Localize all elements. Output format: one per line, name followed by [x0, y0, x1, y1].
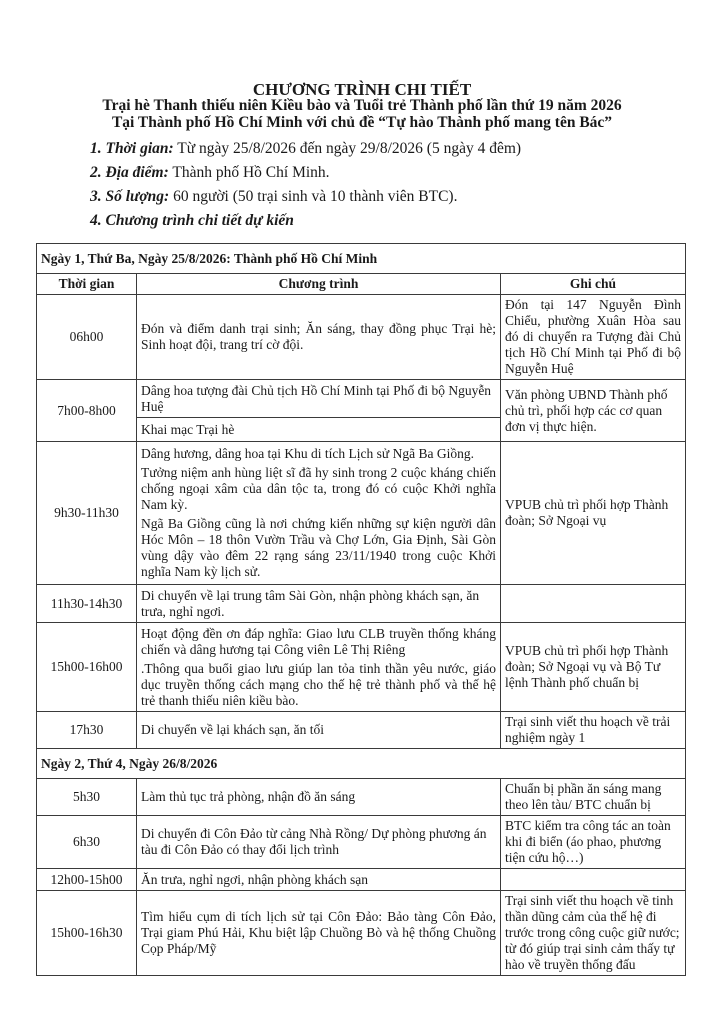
program-text: Đón và điểm danh trại sinh; Ăn sáng, thay đồng phục Trại hè; Sinh hoạt đội, trang trí cờ đội.: [141, 321, 496, 352]
row-time: 15h00-16h30: [37, 891, 137, 976]
header-program: Chương trình: [137, 274, 501, 295]
page-subtitle-camp: Trại hè Thanh thiếu niên Kiều bào và Tuổi trẻ Thành phố lần thứ 19 năm 2026: [102, 97, 622, 114]
row-time: 12h00-15h00: [37, 869, 137, 891]
row-time: 7h00-8h00: [37, 380, 137, 442]
info-time-value: Từ ngày 25/8/2026 đến ngày 29/8/2026 (5 ngày 4 đêm): [177, 140, 522, 157]
day-1-title: Ngày 1, Thứ Ba, Ngày 25/8/2026: Thành phố Hồ Chí Minh: [37, 244, 686, 274]
day-2-title-row: [37, 749, 686, 779]
page-subtitle-theme: Tại Thành phố Hồ Chí Minh với chủ đề “Tự hào Thành phố mang tên Bác”: [111, 114, 613, 131]
row-program: [137, 295, 501, 380]
header-time: Thời gian: [37, 274, 137, 295]
row-time: 06h00: [37, 295, 137, 380]
info-place: [90, 164, 330, 182]
info-program: [90, 212, 294, 230]
row-program: [137, 442, 501, 585]
table-row: [37, 442, 686, 585]
table-row: [37, 779, 686, 816]
program-text: Ăn trưa, nghỉ ngơi, nhận phòng khách sạn: [141, 871, 369, 887]
program-text: Tìm hiểu cụm di tích lịch sử tại Côn Đảo: Bảo tàng Côn Đảo, Trại giam Phú Hải, Khu biệt lập Chuồng Bò và hệ thống Chuồng Cọp Pháp/Mỹ: [141, 909, 496, 956]
program-text: Tưởng niệm anh hùng liệt sĩ đã hy sinh trong 2 cuộc kháng chiến chống ngoại xâm của dân tộc ta, trong đó có cuộc Khởi nghĩa Nam kỳ.: [141, 465, 496, 512]
header-note: Ghi chú: [501, 274, 686, 295]
program-text: Dâng hương, dâng hoa tại Khu di tích Lịch sử Ngã Ba Giồng.: [141, 446, 474, 461]
row-time: 15h00-16h00: [37, 623, 137, 712]
row-time: 11h30-14h30: [37, 585, 137, 623]
program-text: Dâng hoa tượng đài Chủ tịch Hồ Chí Minh tại Phố đi bộ Nguyễn Huệ: [141, 382, 492, 414]
row-program: [137, 869, 501, 891]
row-time: 9h30-11h30: [37, 442, 137, 585]
row-note: Trại sinh viết thu hoạch về trải nghiệm ngày 1: [501, 712, 686, 749]
table-header-row: [37, 274, 686, 295]
program-text: .Thông qua buổi giao lưu giúp lan tỏa tinh thần yêu nước, giáo dục truyền thống cách mạng cho thế hệ trẻ thành phố và thế hệ trẻ thanh thiếu niên kiều bào.: [141, 660, 496, 708]
row-note: VPUB chủ trì phối hợp Thành đoàn; Sở Ngoại vụ: [501, 442, 686, 585]
table-row: [37, 380, 686, 418]
row-note: Đón tại 147 Nguyễn Đình Chiểu, phường Xuân Hòa sau đó di chuyển ra Tượng đài Chủ tịch Hồ Chí Minh tại Phố đi bộ Nguyễn Huệ: [501, 295, 686, 380]
day-2-title: Ngày 2, Thứ 4, Ngày 26/8/2026: [37, 749, 686, 779]
table-row: [37, 869, 686, 891]
row-time: 5h30: [37, 779, 137, 816]
row-note: Văn phòng UBND Thành phố chủ trì, phối hợp các cơ quan đơn vị thực hiện.: [501, 380, 686, 442]
row-program: [137, 585, 501, 623]
row-program: [137, 380, 501, 418]
row-note: Chuẩn bị phần ăn sáng mang theo lên tàu/ BTC chuẩn bị: [501, 779, 686, 816]
row-time: 17h30: [37, 712, 137, 749]
table-row: [37, 295, 686, 380]
info-count-label: 3. Số lượng:: [90, 188, 170, 205]
schedule-table: [36, 243, 686, 976]
table-row: [37, 891, 686, 976]
table-row: [37, 623, 686, 712]
row-note: [501, 869, 686, 891]
info-count: [90, 188, 457, 206]
page-title: CHƯƠNG TRÌNH CHI TIẾT: [252, 80, 472, 99]
table-row: [37, 816, 686, 869]
row-note: Trại sinh viết thu hoạch về tinh thần dũng cảm của thế hệ đi trước trong công cuộc giữ nước; từ đó giúp trại sinh cảm thấy tự hào về truyền thống đấu: [501, 891, 686, 976]
program-text: Di chuyển đi Côn Đảo từ cảng Nhà Rồng/ Dự phòng phương án tàu đi Côn Đảo có thay đổi lịch trình: [141, 826, 487, 857]
row-program-opening: Khai mạc Trại hè: [137, 418, 501, 442]
info-count-value: 60 người (50 trại sinh và 10 thành viên BTC).: [173, 188, 458, 205]
program-text: Di chuyển về lại khách sạn, ăn tối: [141, 722, 324, 737]
row-program: [137, 712, 501, 749]
info-time: [90, 140, 521, 158]
info-program-label: 4. Chương trình chi tiết dự kiến: [90, 212, 294, 229]
program-text: Làm thủ tục trả phòng, nhận đồ ăn sáng: [141, 789, 356, 804]
table-row: [37, 585, 686, 623]
day-1-title-row: [37, 244, 686, 274]
row-program: [137, 779, 501, 816]
row-program: [137, 891, 501, 976]
row-program: [137, 623, 501, 712]
table-row: [37, 712, 686, 749]
row-program: [137, 816, 501, 869]
program-text: Di chuyển về lại trung tâm Sài Gòn, nhận phòng khách sạn, ăn trưa, nghỉ ngơi.: [141, 587, 480, 619]
info-time-label: 1. Thời gian:: [90, 140, 174, 157]
row-note: VPUB chủ trì phối hợp Thành đoàn; Sở Ngoại vụ và Bộ Tư lệnh Thành phố chuẩn bị: [501, 623, 686, 712]
info-place-value: Thành phố Hồ Chí Minh.: [172, 164, 330, 181]
row-time: 6h30: [37, 816, 137, 869]
program-text: Hoạt động đền ơn đáp nghĩa: Giao lưu CLB truyền thống kháng chiến và dâng hương tại Công viên Lê Thị Riêng: [141, 625, 496, 657]
info-place-label: 2. Địa điểm:: [90, 164, 169, 181]
row-note: [501, 585, 686, 623]
program-text: Ngã Ba Giồng cũng là nơi chứng kiến những sự kiện người dân Hóc Môn – 18 thôn Vườn Trầu và Chợ Lớn, Gia Định, Sài Gòn vùng dậy vào đêm 22 rạng sáng 23/11/1940 trong cuộc Khởi nghĩa Nam kỳ lịch sử.: [141, 516, 496, 579]
row-note: BTC kiểm tra công tác an toàn khi đi biển (áo phao, phương tiện cứu hộ…): [501, 816, 686, 869]
